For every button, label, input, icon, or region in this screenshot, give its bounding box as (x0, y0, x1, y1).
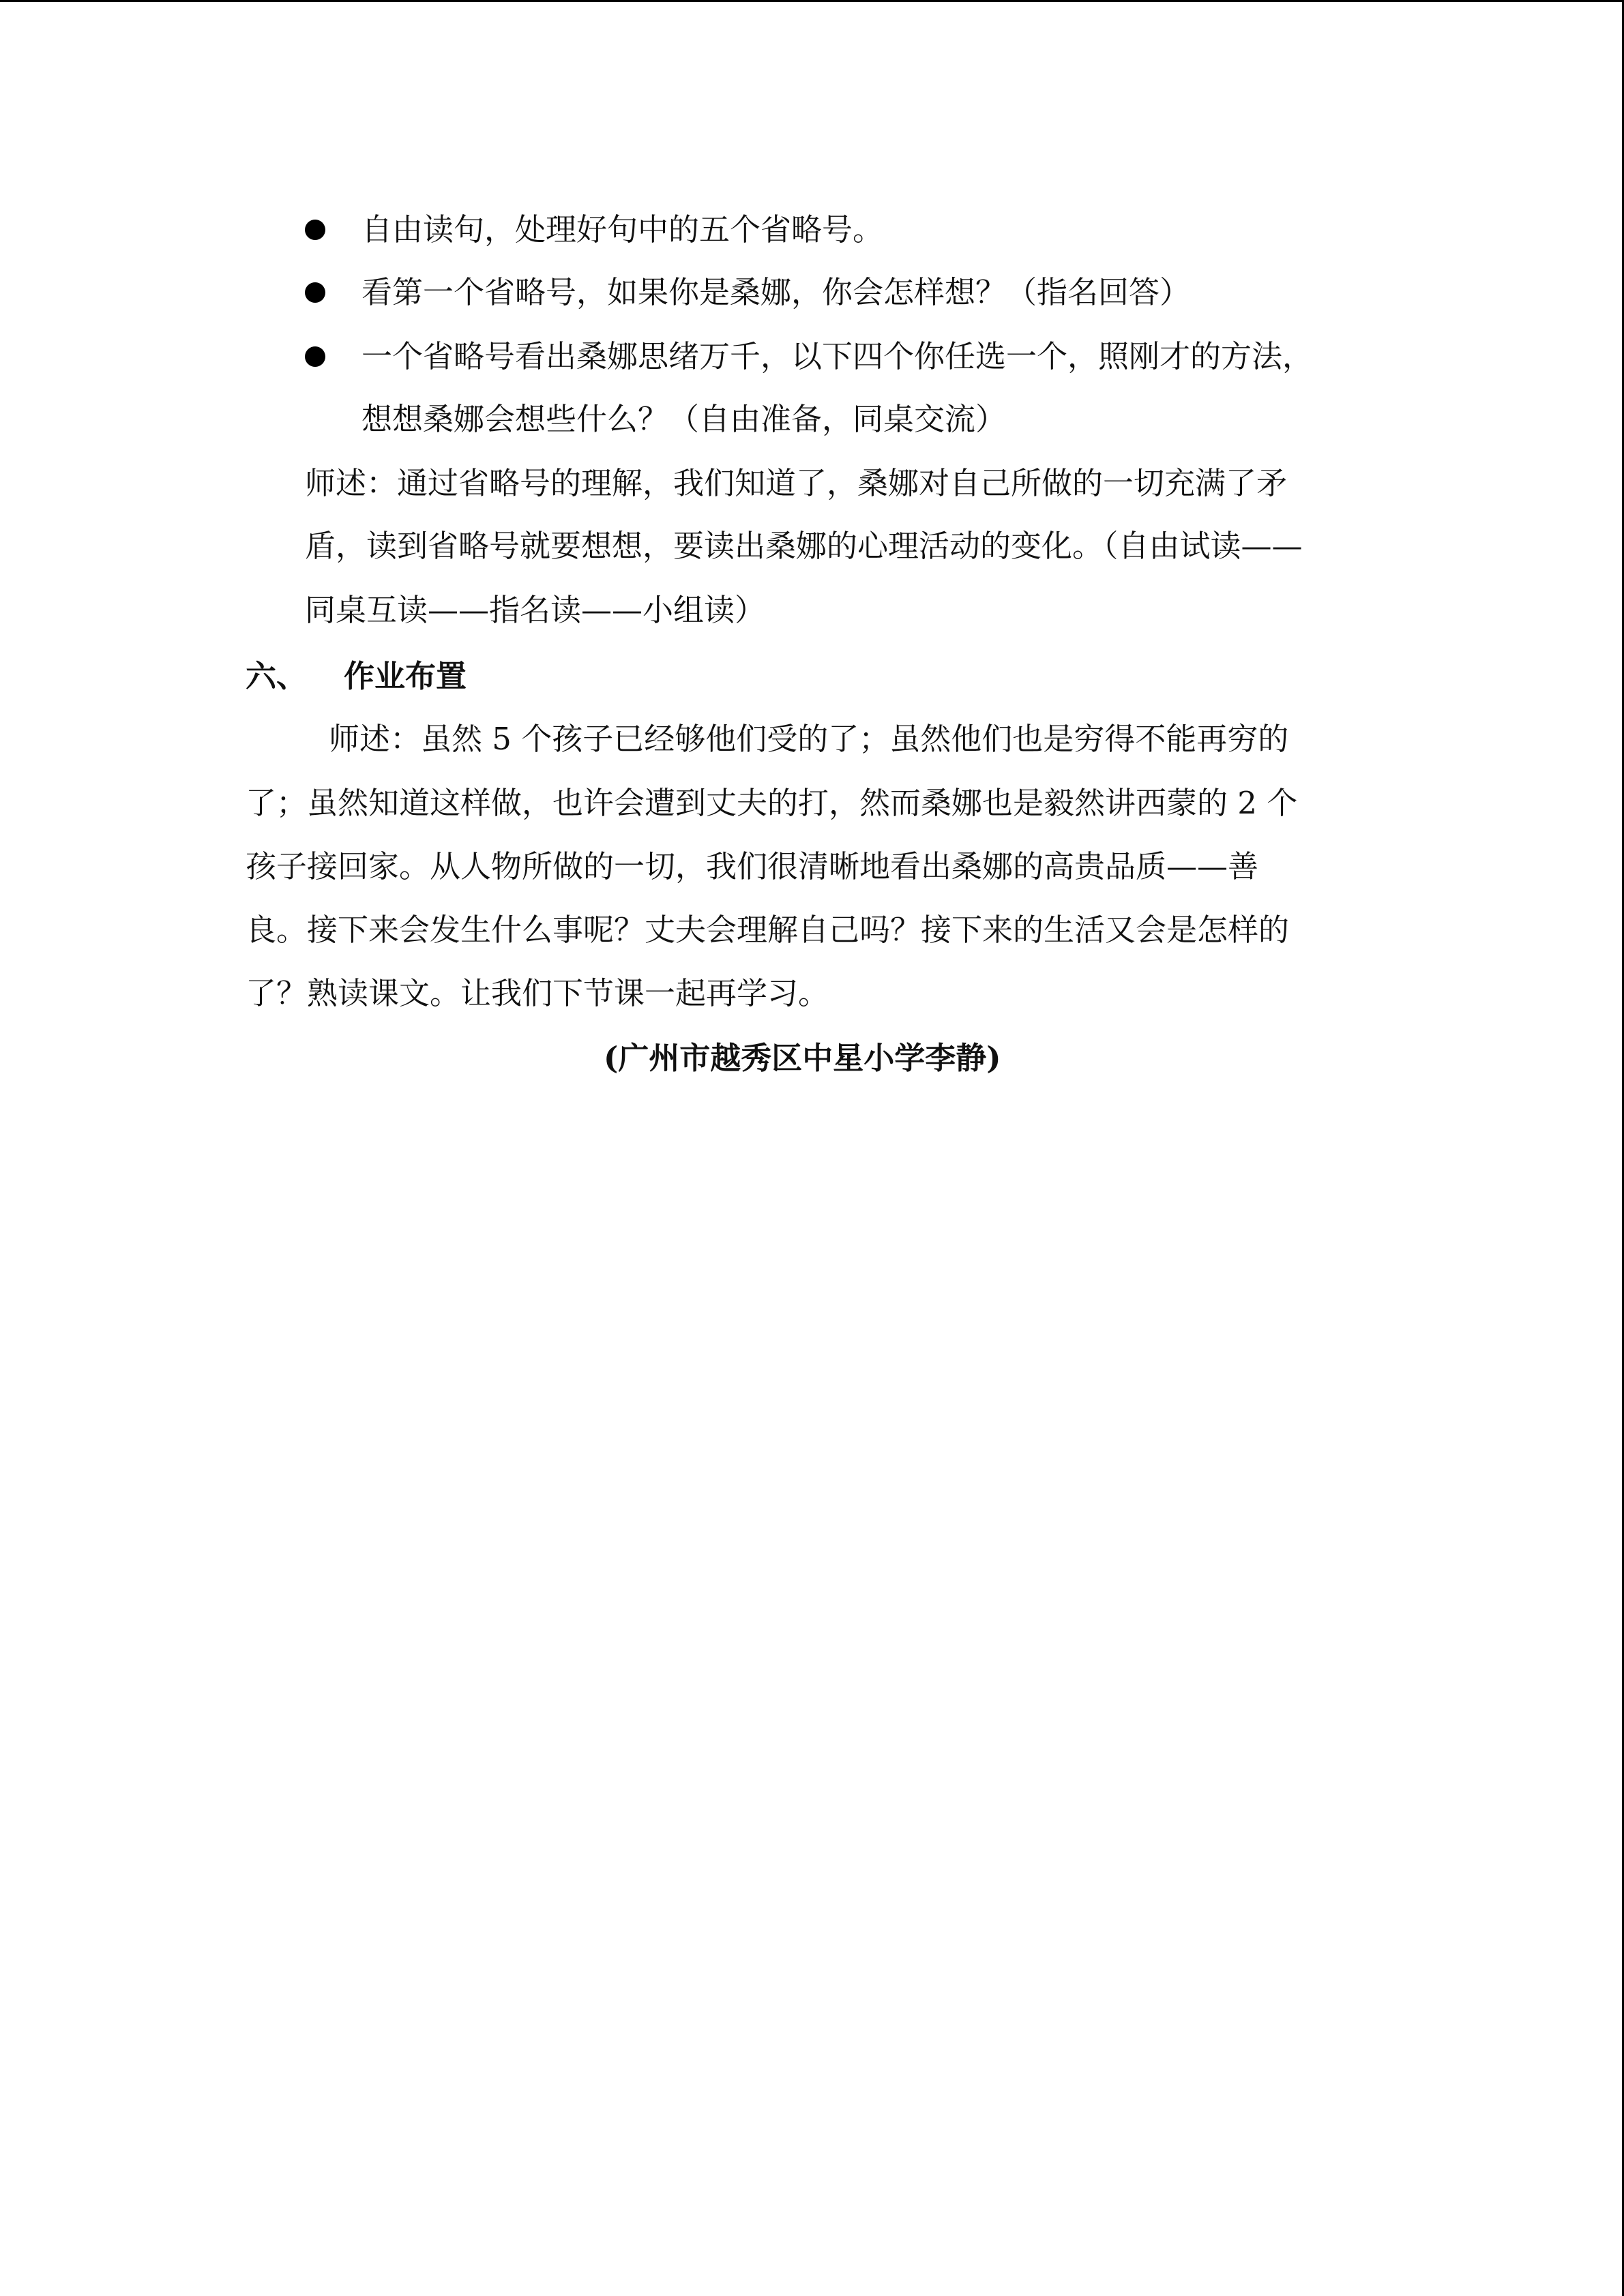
page-top-border (0, 0, 1624, 2)
narration-line-1: 师述：通过省略号的理解，我们知道了，桑娜对自己所做的一切充满了矛 (305, 465, 1288, 501)
section-number: 六、 (246, 658, 308, 694)
bullet-item-2: 看第一个省略号，如果你是桑娜，你会怎样想？（指名回答） (361, 274, 1191, 310)
bullet-dot (305, 220, 325, 240)
bullet-dot (305, 282, 325, 303)
section-title: 作业布置 (344, 658, 467, 694)
homework-line-4: 良。接下来会发生什么事呢？丈夫会理解自己吗？接下来的生活又会是怎样的 (246, 912, 1290, 948)
bullet-item-3-continuation: 想想桑娜会想些什么？（自由准备，同桌交流） (361, 401, 1007, 437)
bullet-item-1: 自由读句，处理好句中的五个省略号。 (361, 211, 884, 248)
narration-line-3: 同桌互读——指名读——小组读） (305, 592, 766, 628)
narration-line-2: 盾，读到省略号就要想想，要读出桑娜的心理活动的变化。（自由试读—— (305, 528, 1303, 564)
homework-line-5: 了？熟读课文。让我们下节课一起再学习。 (246, 975, 829, 1011)
bullet-dot (305, 346, 325, 367)
author-signature: (广州市越秀区中星小学李静) (604, 1040, 1001, 1076)
bullet-item-3: 一个省略号看出桑娜思绪万千，以下四个你任选一个，照刚才的方法， (361, 338, 1314, 374)
homework-line-2: 了；虽然知道这样做，也许会遭到丈夫的打，然而桑娜也是毅然讲西蒙的 2 个 (246, 785, 1298, 821)
homework-line-3: 孩子接回家。从人物所做的一切，我们很清晰地看出桑娜的高贵品质——善 (246, 848, 1259, 884)
homework-line-1: 师述：虽然 5 个孩子已经够他们受的了；虽然他们也是穷得不能再穷的 (329, 721, 1289, 757)
